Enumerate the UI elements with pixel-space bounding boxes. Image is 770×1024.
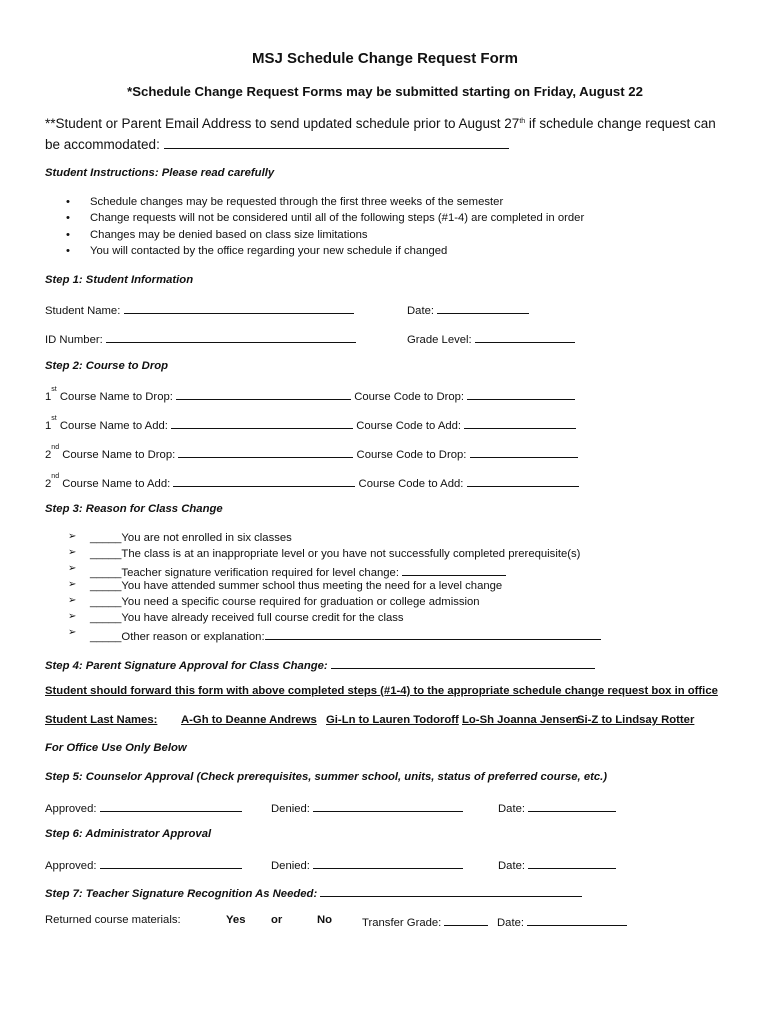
course-row: 1st Course Name to Add: Course Code to Add: bbox=[45, 417, 576, 432]
date-field[interactable] bbox=[528, 857, 616, 869]
date-row bbox=[498, 800, 616, 815]
denied-field[interactable] bbox=[313, 857, 463, 869]
student-name-label: Student Name: bbox=[45, 305, 121, 317]
course-row: 2nd Course Name to Add: Course Code to Add: bbox=[45, 475, 579, 490]
arrow-bullet-icon: ➢ bbox=[68, 579, 77, 590]
office-use-heading: For Office Use Only Below bbox=[45, 742, 187, 754]
arrow-bullet-icon: ➢ bbox=[68, 547, 77, 558]
last-names-group: Gi-Ln to Lauren Todoroff bbox=[326, 714, 459, 726]
step1-heading: Step 1: Student Information bbox=[45, 274, 194, 286]
date-field[interactable] bbox=[527, 914, 627, 926]
course-code-field[interactable] bbox=[464, 417, 576, 429]
bullet-icon: • bbox=[66, 212, 70, 224]
grade-level-row bbox=[407, 331, 575, 346]
other-reason-field[interactable] bbox=[265, 628, 601, 640]
step3-heading: Step 3: Reason for Class Change bbox=[45, 503, 223, 515]
step7-heading: Step 7: Teacher Signature Recognition As Needed: bbox=[45, 888, 318, 900]
teacher-recognition-field[interactable] bbox=[320, 885, 582, 897]
form-subtitle: *Schedule Change Request Forms may be submitted starting on Friday, August 22 bbox=[127, 84, 643, 99]
course-name-field[interactable] bbox=[176, 388, 351, 400]
approved-field[interactable] bbox=[100, 857, 242, 869]
course-code-field[interactable] bbox=[467, 388, 575, 400]
bullet-icon: • bbox=[66, 196, 70, 208]
date-row bbox=[407, 302, 529, 317]
course-code-label: Course Code to Add: bbox=[358, 478, 464, 490]
instructions-heading: Student Instructions: Please read carefully bbox=[45, 167, 275, 179]
email-note bbox=[45, 113, 725, 155]
arrow-bullet-icon: ➢ bbox=[68, 531, 77, 542]
transfer-grade-field[interactable] bbox=[444, 914, 488, 926]
id-number-label: ID Number: bbox=[45, 334, 103, 346]
step5-heading: Step 5: Counselor Approval (Check prerequisites, summer school, units, status of preferred course, etc.) bbox=[45, 771, 608, 783]
approved-label: Approved: bbox=[45, 803, 97, 815]
grade-level-field[interactable] bbox=[475, 331, 575, 343]
course-name-field[interactable] bbox=[178, 446, 353, 458]
arrow-bullet-icon: ➢ bbox=[68, 595, 77, 606]
step6-heading: Step 6: Administrator Approval bbox=[45, 828, 212, 840]
returned-materials-label: Returned course materials: bbox=[45, 914, 181, 926]
date-label: Date: bbox=[407, 305, 435, 317]
no-option[interactable]: No bbox=[317, 914, 333, 926]
teacher-signature-field[interactable] bbox=[402, 564, 506, 576]
email-note-sup: th bbox=[519, 118, 526, 125]
or-text: or bbox=[271, 914, 283, 926]
date-label: Date: bbox=[498, 803, 526, 815]
course-row: 1st Course Name to Drop: Course Code to Drop: bbox=[45, 388, 575, 403]
approved-row bbox=[45, 800, 242, 815]
email-note-text-2: if schedule change request can be accommodated: bbox=[45, 116, 716, 152]
last-names-group: A-Gh to Deanne Andrews bbox=[181, 714, 317, 726]
course-row: 2nd Course Name to Drop: Course Code to Drop: bbox=[45, 446, 578, 461]
student-name-row bbox=[45, 302, 354, 317]
denied-row bbox=[271, 800, 463, 815]
arrow-bullet-icon: ➢ bbox=[68, 627, 77, 638]
grade-level-label: Grade Level: bbox=[407, 334, 472, 346]
step4-row bbox=[45, 657, 595, 672]
denied-row bbox=[271, 857, 463, 872]
date-field[interactable] bbox=[528, 800, 616, 812]
course-code-field[interactable] bbox=[470, 446, 578, 458]
course-name-field[interactable] bbox=[173, 475, 355, 487]
course-code-label: Course Code to Add: bbox=[356, 420, 462, 432]
yes-option[interactable]: Yes bbox=[226, 914, 246, 926]
approved-row bbox=[45, 857, 242, 872]
course-code-label: Course Code to Drop: bbox=[354, 391, 465, 403]
approved-label: Approved: bbox=[45, 860, 97, 872]
last-names-group: Si-Z to Lindsay Rotter bbox=[577, 714, 695, 726]
course-name-field[interactable] bbox=[171, 417, 353, 429]
denied-field[interactable] bbox=[313, 800, 463, 812]
date-row bbox=[497, 914, 627, 929]
bullet-icon: • bbox=[66, 229, 70, 241]
course-code-field[interactable] bbox=[467, 475, 579, 487]
last-names-label: Student Last Names: bbox=[45, 714, 158, 726]
date-label: Date: bbox=[497, 917, 525, 929]
last-names-group: Lo-Sh Joanna Jensen bbox=[462, 714, 579, 726]
date-row bbox=[498, 857, 616, 872]
date-field[interactable] bbox=[437, 302, 529, 314]
step4-heading: Step 4: Parent Signature Approval for Class Change: bbox=[45, 660, 328, 672]
step2-heading: Step 2: Course to Drop bbox=[45, 360, 169, 372]
transfer-grade-label: Transfer Grade: bbox=[362, 917, 442, 929]
form-page: MSJ Schedule Change Request Form *Schedule Change Request Forms may be submitted starting on Friday, August 22 **Student or Parent Email Address to send updated schedule prior to August 27th if schedule change request can be accommodated: Student Instructions: Please read carefully • Schedule changes may be requested through the first three weeks of the semester • Change requests will not be considered until all of the following steps (#1-4) are completed in order • Changes may be denied based on class size limitations • You will contacted by the office regarding your new schedule if changed Step 1: Student Information Student Name: Date: ID Number: Grade Level: Step 2: Course to Drop 1st Course Name to Drop: Course Code to Drop: 1st Course Name to Add: Course Code to Add: 2nd Course Name to Drop: Course Code to Drop: 2nd Course Name to Add: Course Code to Add: Step 3: Reason for Class Change ➢ _____You are not enrolled in six classes ➢ _____The class is at an inappropriate level or you have not successfully completed prerequisite(s) ➢ _____Teacher signature verification required for level change: ➢ _____You have attended summer school thus meeting the need for a level change ➢ _____You need a specific course required for graduation or college admission ➢ _____You have already received full course credit for the class ➢ _____Other reason or explanation: Step 4: Parent Signature Approval for Class Change: Student should forward this form with above completed steps (#1-4) to the appropriate schedule change request box in office Student Last Names: A-Gh to Deanne Andrews Gi-Ln to Lauren Todoroff Lo-Sh Joanna Jensen Si-Z to Lindsay Rotter For Office Use Only Below Step 5: Counselor Approval (Check prerequisites, summer school, units, status of preferred course, etc.) Approved: Denied: Date: Step 6: Administrator Approval Approved: Denied: Date: Step 7: Teacher Signature Recognition As Needed: Returned course materials: Yes or No Transfer Grade: Date: bbox=[0, 0, 770, 1024]
id-number-field[interactable] bbox=[106, 331, 356, 343]
forward-note: Student should forward this form with above completed steps (#1-4) to the appropriate schedule change request box in office bbox=[45, 685, 718, 697]
course-code-label: Course Code to Drop: bbox=[356, 449, 467, 461]
student-name-field[interactable] bbox=[124, 302, 354, 314]
denied-label: Denied: bbox=[271, 860, 310, 872]
transfer-grade-row bbox=[362, 914, 488, 929]
arrow-bullet-icon: ➢ bbox=[68, 563, 77, 574]
denied-label: Denied: bbox=[271, 803, 310, 815]
email-address-field[interactable] bbox=[164, 137, 509, 149]
parent-signature-field[interactable] bbox=[331, 657, 595, 669]
date-label: Date: bbox=[498, 860, 526, 872]
arrow-bullet-icon: ➢ bbox=[68, 611, 77, 622]
id-number-row bbox=[45, 331, 356, 346]
form-title: MSJ Schedule Change Request Form bbox=[252, 50, 518, 67]
email-note-text-1: **Student or Parent Email Address to send updated schedule prior to August 27 bbox=[45, 116, 520, 131]
step7-row bbox=[45, 885, 582, 900]
approved-field[interactable] bbox=[100, 800, 242, 812]
bullet-icon: • bbox=[66, 245, 70, 257]
